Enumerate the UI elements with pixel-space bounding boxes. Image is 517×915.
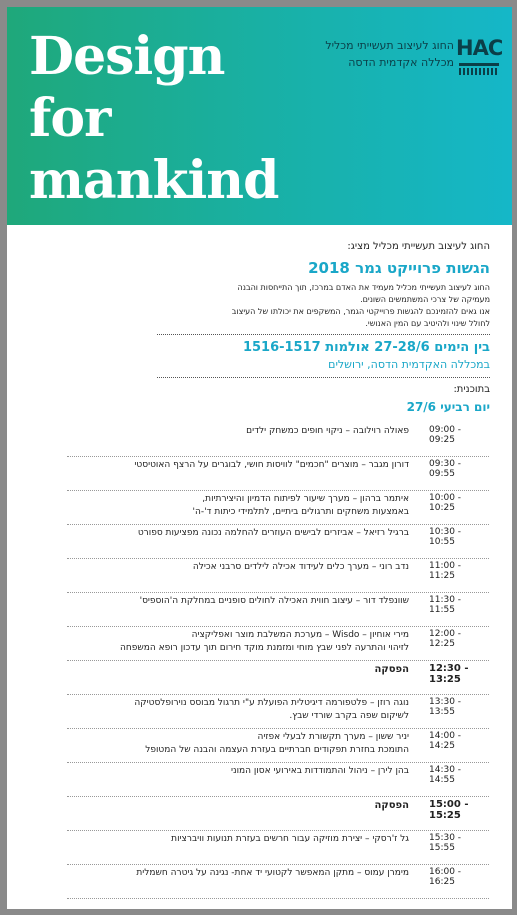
- row-divider: [67, 558, 489, 559]
- time-slot: 15:30 - 15:55: [429, 833, 462, 853]
- title-line: for: [29, 88, 111, 149]
- row-divider: [67, 762, 489, 763]
- program-label: בתוכנית:: [453, 384, 490, 395]
- poster-page: [7, 7, 512, 909]
- schedule-row: [47, 493, 489, 523]
- title-line: Design: [29, 26, 225, 87]
- logo-letters: HAC: [456, 36, 503, 60]
- session-description: [47, 663, 409, 676]
- time-slot: 09:00 - 09:25: [429, 425, 462, 445]
- session-line: התומכת בחזרת תפקודים חברתיים בעזרת העצמה והבנה של המטופל: [145, 745, 409, 755]
- row-divider: [67, 490, 489, 491]
- row-divider: [67, 626, 489, 627]
- row-divider: [67, 728, 489, 729]
- college-name: מכללה אקדמית הדסה: [348, 56, 454, 69]
- session-line: בהן לירן – ניהול והתמודדות באירועי אסון המוני: [230, 766, 409, 776]
- schedule-row: [47, 731, 489, 761]
- department-heading: [325, 37, 454, 71]
- session-description: [47, 629, 409, 655]
- row-divider: [67, 592, 489, 593]
- time-slot: 14:00 - 14:25: [429, 731, 462, 751]
- logo-bar: [459, 63, 499, 66]
- session-description: [47, 765, 409, 778]
- schedule-row: [47, 425, 489, 455]
- presents-line: החוג לעיצוב תעשייתי מכליל מציג:: [347, 241, 490, 252]
- schedule-row: [47, 561, 489, 591]
- session-description: [47, 731, 409, 757]
- session-line: איתמר ברהון – מערך שיעור לפיתוח הדמיון והיצירתיות,: [202, 494, 409, 504]
- schedule-break-row: [47, 799, 489, 829]
- event-venue: במכללה האקדמית הדסה, ירושלים: [328, 358, 490, 371]
- time-slot: 15:00 - 15:25: [429, 799, 469, 821]
- session-line: מירי אוחיון – Wisdo – מערכת המשלבת מוצר ואפליקציה: [191, 630, 409, 640]
- session-description: [47, 697, 409, 723]
- time-slot: 16:00 - 16:25: [429, 867, 462, 887]
- session-line: לשיקום שפה בקרב שורדי שבץ.: [289, 711, 409, 721]
- department-name: החוג לעיצוב תעשייתי מכליל: [325, 39, 454, 52]
- session-description: [47, 459, 409, 472]
- divider: [157, 377, 490, 378]
- session-description: [47, 595, 409, 608]
- time-slot: 14:30 - 14:55: [429, 765, 462, 785]
- description-line: לחולל שינוי ולהיטיב עם המין האנושי.: [365, 319, 490, 328]
- row-divider: [67, 898, 489, 899]
- session-line: הפסקה: [374, 800, 409, 811]
- session-line: שוונפלד דור – עיצוב חווית האכילה לחולים סופניים במחלקת ה'הוספיס': [139, 596, 409, 606]
- session-line: יניר ששון – מערך תקשורת לבעלי אפזיה: [257, 732, 409, 742]
- session-line: מימרן עמוס – מתקן המאפשר לקטועי יד אחת- נגינה על גיטרה חשמלית: [136, 868, 409, 878]
- schedule-row: [47, 459, 489, 489]
- session-description: [47, 833, 409, 846]
- session-line: נדב רוני – מערך כלים לעידוד אכילה לילדים סרבני אכילה: [192, 562, 409, 572]
- time-slot: 10:30 - 10:55: [429, 527, 462, 547]
- session-line: ברגיל רזיאל – אביזרים לבישים העוזרים להחלמה נכונה מפציעות ספורט: [137, 528, 409, 538]
- row-divider: [67, 694, 489, 695]
- time-slot: 10:00 - 10:25: [429, 493, 462, 513]
- row-divider: [67, 456, 489, 457]
- time-slot: 12:00 - 12:25: [429, 629, 462, 649]
- event-title: הגשות פרוייקט גמר 2018: [308, 259, 490, 277]
- title-line: mankind: [29, 150, 279, 211]
- schedule-row: [47, 527, 489, 557]
- header-banner: [7, 7, 512, 225]
- session-line: גל ז'רסקי – יצירת מוזיקה עבור חרשים בעזרת תנועות וויברציות: [171, 834, 409, 844]
- description-line: החוג לעיצוב תעשייתי מכליל מעמיד את האדם במרכז, תוך התייחסות והבנה: [237, 283, 490, 292]
- event-description: [190, 282, 490, 330]
- logo-subtext: [459, 68, 499, 75]
- hac-logo: [456, 35, 502, 81]
- schedule-row: [47, 697, 489, 727]
- session-line: דורון מגבר – מוצרים "חכמים" לוויסות חושי, לבוגרים על הרצף האוטיסטי: [134, 460, 409, 470]
- row-divider: [67, 796, 489, 797]
- poster-title: [29, 26, 279, 217]
- session-line: לזיהוי והתרעה לפני שבץ מוחי ומזמנת מוקד חירום תוך עדכון רופא המשפחה: [119, 643, 409, 653]
- time-slot: 12:30 - 13:25: [429, 663, 469, 685]
- description-line: מעמיקה של צרכי המשתמשים השונים.: [360, 295, 490, 304]
- session-description: [47, 561, 409, 574]
- schedule-row: [47, 867, 489, 897]
- time-slot: 09:30 - 09:55: [429, 459, 462, 479]
- event-dates: בין הימים 27-28/6 אולמות 1516-1517: [242, 340, 490, 355]
- schedule-break-row: [47, 663, 489, 693]
- session-description: [47, 799, 409, 812]
- time-slot: 11:00 - 11:25: [429, 561, 462, 581]
- description-line: אנו גאים להזמינכם להגשות פרוייקטי הגמר, המשקפים את יכולתו של העיצוב: [231, 307, 490, 316]
- session-line: נוגה רוזן – פלטפורמה דיגיטלית הפועלת ע"י תרגול מבוסס נוירופלסטיקה: [134, 698, 409, 708]
- schedule-row: [47, 595, 489, 625]
- row-divider: [67, 864, 489, 865]
- session-description: [47, 493, 409, 519]
- day-label: יום רביעי 27/6: [406, 400, 490, 414]
- schedule-row: [47, 833, 489, 863]
- session-line: הפסקה: [374, 664, 409, 675]
- row-divider: [67, 830, 489, 831]
- time-slot: 13:30 - 13:55: [429, 697, 462, 717]
- session-line: פאולה רוילובה – ניקוי חופים כמשחק ילדים: [246, 426, 409, 436]
- time-slot: 11:30 - 11:55: [429, 595, 462, 615]
- row-divider: [67, 524, 489, 525]
- row-divider: [67, 660, 489, 661]
- divider: [157, 334, 490, 335]
- session-description: [47, 527, 409, 540]
- session-description: [47, 867, 409, 880]
- session-description: [47, 425, 409, 438]
- schedule-row: [47, 629, 489, 659]
- session-line: באמצעות משחקים ותרגולים ביתיים, לתלמידי כיתות ד'-ה': [192, 507, 409, 517]
- schedule-row: [47, 765, 489, 795]
